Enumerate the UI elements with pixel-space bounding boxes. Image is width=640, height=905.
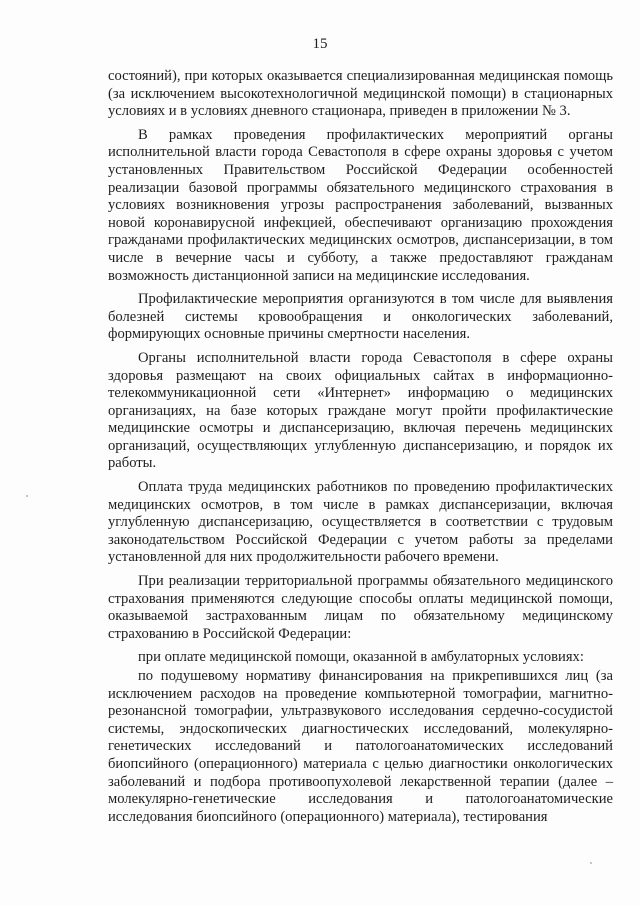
- paragraph-official-websites: Органы исполнительной власти города Севастополя в сфере охраны здоровья размещают на своих официальных сайтах в информационно-телекоммуникационной сети «Интернет» информацию о медицинских организациях, на базе которых граждане могут пройти профилактические медицинские осмотры и диспансеризацию, включая перечень медицинских организаций, осуществляющих углубленную диспансеризацию, и порядок их работы.: [108, 349, 613, 472]
- paragraph-per-capita-norm: по подушевому нормативу финансирования на прикрепившихся лиц (за исключением расходов на проведение компьютерной томографии, магнитно-резонансной томографии, ультразвукового исследования сердечно-сосудистой системы, эндоскопических диагностических исследований, молекулярно-генетических исследований и патологоанатомических исследований биопсийного (операционного) материала с целью диагностики онкологических заболеваний и подбора противоопухолевой лекарственной терапии (далее – молекулярно-генетические исследования и патологоанатомические исследования биопсийного (операционного) материала), тестирования: [108, 668, 613, 825]
- paragraph-payment-methods: При реализации территориальной программы обязательного медицинского страхования применяются следующие способы оплаты медицинской помощи, оказываемой застрахованным лицам по обязательному медицинскому страхованию в Российской Федерации:: [108, 573, 613, 642]
- document-body: [108, 68, 613, 832]
- paragraph-preventive-purpose: Профилактические мероприятия организуются в том числе для выявления болезней системы кровообращения и онкологических заболеваний, формирующих основные причины смертности населения.: [108, 291, 613, 343]
- paragraph-outpatient-payment: при оплате медицинской помощи, оказанной в амбулаторных условиях:: [138, 649, 584, 666]
- paragraph-preventive-measures: В рамках проведения профилактических мероприятий органы исполнительной власти города Севастополя в сфере охраны здоровья с учетом установленных Правительством Российской Федерации особенностей реализации базовой программы обязательного медицинского страхования в условиях возникновения угрозы распространения заболеваний, вызванных новой коронавирусной инфекцией, обеспечивают организацию прохождения гражданами профилактических медицинских осмотров, диспансеризации, в том числе в вечерние часы и субботу, а также предоставляют гражданам возможность дистанционной записи на медицинские исследования.: [108, 126, 613, 284]
- paragraph-labor-payment: Оплата труда медицинских работников по проведению профилактических медицинских осмотров, в том числе в рамках диспансеризации, включая углубленную диспансеризацию, осуществляется в соответствии с трудовым законодательством Российской Федерации с учетом работы за пределами установленной для них продолжительности рабочего времени.: [108, 479, 613, 566]
- page-number: 15: [312, 36, 328, 52]
- scan-artifact-dot: [590, 862, 592, 864]
- scan-artifact-dot: [26, 495, 28, 497]
- paragraph-appendix-reference: состояний), при которых оказывается специализированная медицинская помощь (за исключением высокотехнологичной медицинской помощи) в стационарных условиях и в условиях дневного стационара, приведен в приложении № 3.: [108, 68, 613, 120]
